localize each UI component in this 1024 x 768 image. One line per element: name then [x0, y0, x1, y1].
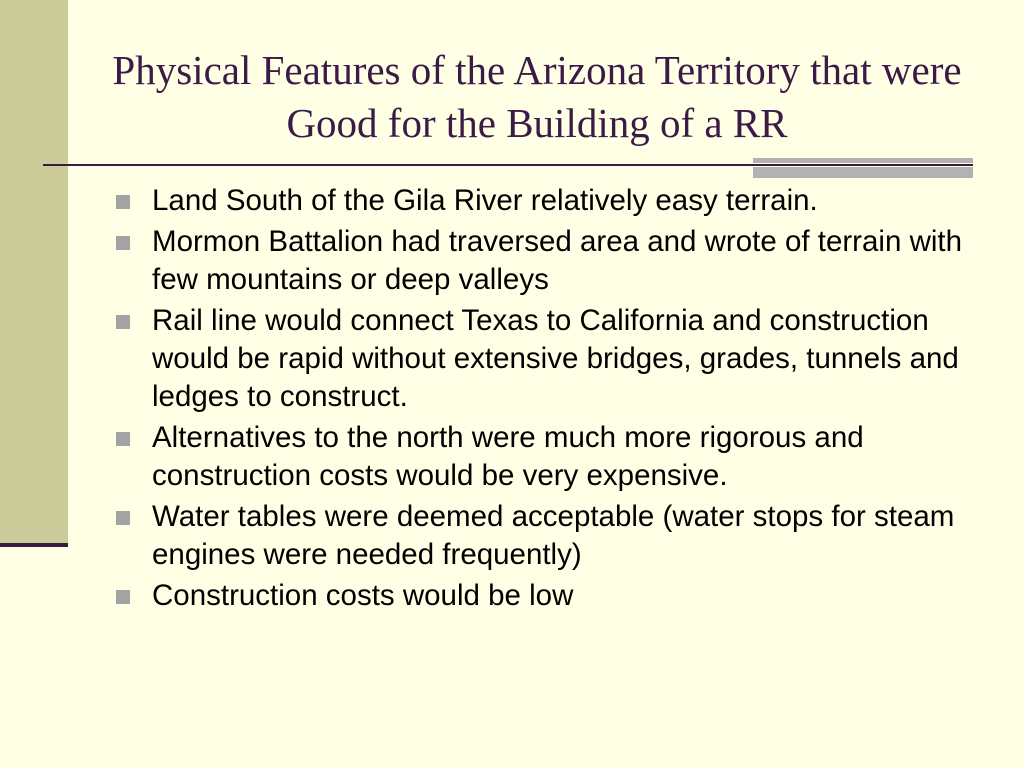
- slide-title: Physical Features of the Arizona Territory that were Good for the Building of a RR: [112, 47, 962, 146]
- bullet-text: Mormon Battalion had traversed area and wrote of terrain with few mountains or deep valleys: [152, 225, 963, 296]
- bullet-list: [114, 182, 974, 618]
- square-bullet-icon: [116, 511, 130, 525]
- bullet-text: Construction costs would be low: [152, 579, 574, 612]
- bullet-item: [114, 577, 974, 615]
- square-bullet-icon: [116, 432, 130, 446]
- accent-bar-bottom: [753, 167, 973, 178]
- left-decorative-bar: [0, 0, 68, 543]
- square-bullet-icon: [116, 195, 130, 209]
- square-bullet-icon: [116, 236, 130, 250]
- bullet-item: [114, 302, 974, 416]
- left-bar-underline: [0, 543, 68, 547]
- bullet-text: Land South of the Gila River relatively easy terrain.: [152, 184, 818, 217]
- bullet-text: Alternatives to the north were much more rigorous and construction costs would be very expensive.: [152, 421, 864, 492]
- title-divider: [43, 164, 973, 166]
- bullet-item: [114, 419, 974, 495]
- accent-bar-top: [753, 158, 973, 163]
- square-bullet-icon: [116, 315, 130, 329]
- bullet-item: [114, 498, 974, 574]
- bullet-text: Water tables were deemed acceptable (water stops for steam engines were needed frequently): [152, 500, 955, 571]
- square-bullet-icon: [116, 590, 130, 604]
- bullet-item: [114, 223, 974, 299]
- bullet-text: Rail line would connect Texas to California and construction would be rapid without extensive bridges, grades, tunnels and ledges to construct.: [152, 304, 959, 413]
- bullet-item: [114, 182, 974, 220]
